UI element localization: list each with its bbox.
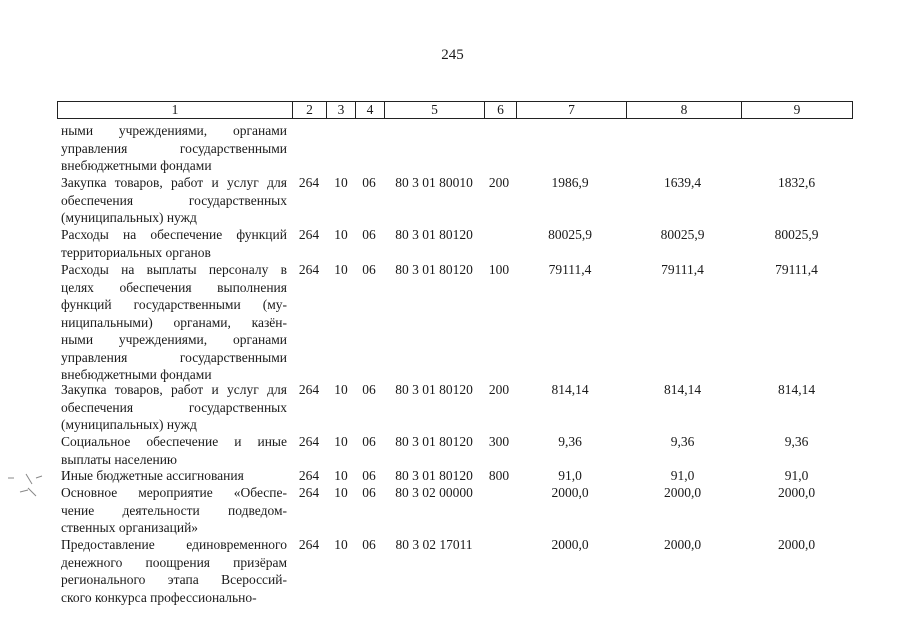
row-value-col-4: 06 <box>362 468 376 483</box>
row-value-col-9: 79111,4 <box>775 262 818 277</box>
description-line: территориальных органов <box>61 244 211 260</box>
row-value-col-4: 06 <box>362 175 376 190</box>
row-value-col-7: 1986,9 <box>551 175 589 190</box>
description-line: чение деятельности подведом- <box>61 502 287 518</box>
description-line: регионального этапа Всероссий- <box>61 572 287 587</box>
row-value-col-8: 91,0 <box>670 468 695 483</box>
description-line: (муниципальных) нужд <box>61 210 197 225</box>
description-line: Закупка товаров, работ и услуг для <box>61 175 287 190</box>
row-value-col-3: 10 <box>334 537 348 552</box>
header-col-4: 4 <box>355 102 384 118</box>
header-col-6: 6 <box>484 102 516 118</box>
description-line: Иные бюджетные ассигнования <box>61 468 244 483</box>
row-value-col-2: 264 <box>298 382 320 397</box>
row-value-col-6: 300 <box>488 434 510 449</box>
description-line: ского конкурса профессионально- <box>61 589 257 605</box>
row-value-col-6: 800 <box>488 468 510 483</box>
row-value-col-4: 06 <box>362 485 376 500</box>
row-value-col-4: 06 <box>362 227 376 242</box>
row-value-col-2: 264 <box>298 175 320 190</box>
description-line: Расходы на выплаты персоналу в <box>61 262 287 277</box>
row-value-col-5: 80 3 01 80120 <box>395 434 473 449</box>
row-value-col-5: 80 3 01 80120 <box>395 468 473 483</box>
row-value-col-2: 264 <box>298 434 320 449</box>
row-value-col-3: 10 <box>334 382 348 397</box>
description-line: Социальное обеспечение и иные <box>61 434 287 449</box>
row-value-col-8: 79111,4 <box>661 262 704 277</box>
description-line: внебюджетными фондами <box>61 158 212 173</box>
description-line: (муниципальных) нужд <box>61 417 197 432</box>
row-description <box>61 122 287 175</box>
row-value-col-9: 9,36 <box>784 434 809 449</box>
row-description <box>61 433 287 468</box>
description-line: ственных организаций» <box>61 520 199 535</box>
row-value-col-4: 06 <box>362 537 376 552</box>
description-line: Основное мероприятие «Обеспе- <box>61 485 287 500</box>
row-value-col-9: 91,0 <box>784 468 809 483</box>
description-line: Расходы на обеспечение функций <box>61 227 287 242</box>
header-col-5: 5 <box>384 102 484 118</box>
row-value-col-4: 06 <box>362 262 376 277</box>
row-value-col-7: 2000,0 <box>551 537 589 552</box>
row-value-col-8: 9,36 <box>670 434 695 449</box>
row-value-col-4: 06 <box>362 382 376 397</box>
row-value-col-3: 10 <box>334 434 348 449</box>
description-line: функций государственными (му- <box>61 297 287 312</box>
header-col-7: 7 <box>516 102 626 118</box>
row-value-col-9: 814,14 <box>777 382 816 397</box>
row-value-col-7: 91,0 <box>558 468 582 483</box>
row-value-col-3: 10 <box>334 175 348 190</box>
row-value-col-5: 80 3 01 80120 <box>395 227 473 242</box>
row-value-col-3: 10 <box>334 227 348 242</box>
row-value-col-2: 264 <box>298 227 320 242</box>
description-line: денежного поощрения призёрам <box>61 554 287 570</box>
description-line: обеспечения государственных <box>61 192 287 208</box>
description-line: внебюджетными фондами <box>61 367 212 382</box>
row-value-col-2: 264 <box>298 485 320 500</box>
row-value-col-6: 200 <box>488 175 510 190</box>
row-value-col-2: 264 <box>298 262 320 277</box>
description-line: обеспечения государственных <box>61 399 287 415</box>
row-value-col-7: 814,14 <box>551 382 589 397</box>
description-line: ными учреждениями, органами <box>61 332 287 347</box>
row-description <box>61 174 287 227</box>
description-line: управления государственными <box>61 349 287 365</box>
header-col-3: 3 <box>326 102 355 118</box>
row-value-col-8: 1639,4 <box>663 175 702 190</box>
description-line: ными учреждениями, органами <box>61 123 287 138</box>
row-value-col-2: 264 <box>298 468 320 483</box>
row-value-col-3: 10 <box>334 468 348 483</box>
row-value-col-9: 2000,0 <box>777 485 816 500</box>
row-value-col-8: 814,14 <box>663 382 702 397</box>
description-line: Предоставление единовременного <box>61 537 287 552</box>
row-value-col-5: 80 3 01 80010 <box>395 175 473 190</box>
scan-artifact-mark <box>6 470 56 500</box>
description-line: выплаты населению <box>61 451 178 467</box>
description-line: Закупка товаров, работ и услуг для <box>61 382 287 397</box>
row-value-col-5: 80 3 01 80120 <box>395 262 473 277</box>
row-value-col-5: 80 3 01 80120 <box>395 382 473 397</box>
row-value-col-9: 80025,9 <box>774 227 819 242</box>
row-description <box>61 484 287 537</box>
row-value-col-5: 80 3 02 00000 <box>395 485 473 500</box>
header-col-2: 2 <box>292 102 326 118</box>
row-value-col-6: 100 <box>488 262 510 277</box>
row-value-col-3: 10 <box>334 485 348 500</box>
row-value-col-5: 80 3 02 17011 <box>395 537 473 552</box>
row-value-col-7: 79111,4 <box>548 262 592 277</box>
row-value-col-2: 264 <box>298 537 320 552</box>
row-description <box>61 467 287 485</box>
row-value-col-4: 06 <box>362 434 376 449</box>
header-col-1: 1 <box>171 102 179 117</box>
description-line: ниципальными) органами, казён- <box>61 314 287 330</box>
row-value-col-7: 80025,9 <box>548 227 592 242</box>
row-value-col-9: 1832,6 <box>777 175 816 190</box>
description-line: управления государственными <box>61 140 287 156</box>
row-description <box>61 261 287 384</box>
row-value-col-9: 2000,0 <box>777 537 816 552</box>
description-line: целях обеспечения выполнения <box>61 279 287 295</box>
header-col-9: 9 <box>741 102 852 118</box>
row-value-col-7: 2000,0 <box>551 485 589 500</box>
header-col-8: 8 <box>626 102 741 118</box>
page-number: 245 <box>441 47 464 63</box>
row-description <box>61 226 287 261</box>
row-value-col-8: 2000,0 <box>663 485 702 500</box>
row-description <box>61 381 287 434</box>
row-value-col-8: 80025,9 <box>660 227 705 242</box>
row-value-col-3: 10 <box>334 262 348 277</box>
row-value-col-8: 2000,0 <box>663 537 702 552</box>
row-value-col-6: 200 <box>488 382 510 397</box>
row-value-col-7: 9,36 <box>558 434 582 449</box>
row-description <box>61 536 287 606</box>
